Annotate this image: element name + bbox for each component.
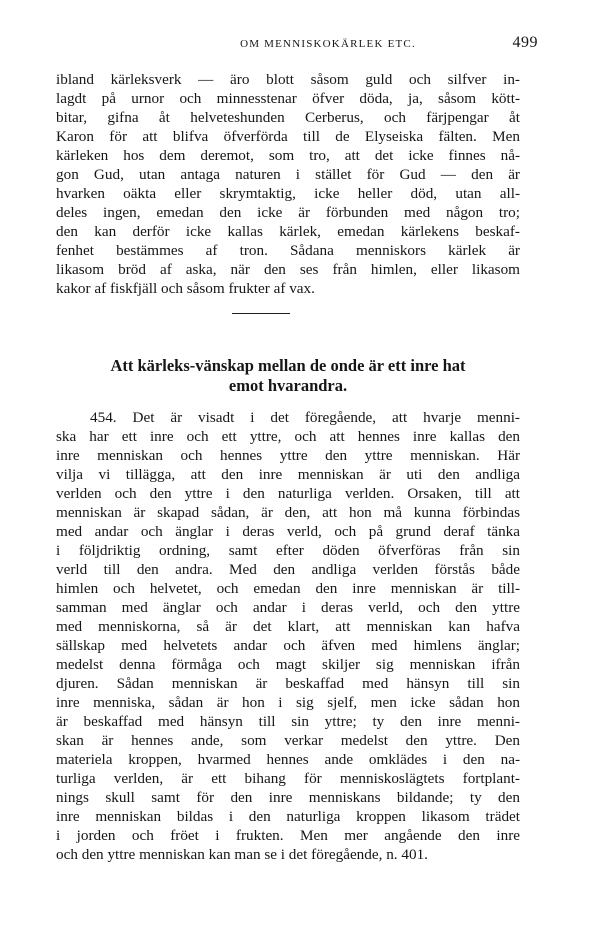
text-line: i följdriktig ordning, samt efter döden öfverföras från sin xyxy=(56,542,520,559)
running-header xyxy=(56,34,540,54)
text-line: med menniskorna, så är det klart, att menniskan kan hafva xyxy=(56,618,520,635)
text-line: deles ingen, emedan den icke är förbunden med någon tro; xyxy=(56,204,520,221)
text-line: i jorden och fröet i frukten. Men mer angående den inre xyxy=(56,827,520,844)
text-line: nings skull samt för den inre menniskans bildande; ty den xyxy=(56,789,520,806)
text-line: medelst denna förmåga och magt skiljer sig menniskan ifrån xyxy=(56,656,520,673)
text-line: kakor af fiskfjäll och såsom frukter af vax. xyxy=(56,280,315,297)
text-line: inre menniskan bildas i den naturliga kroppen likasom trädet xyxy=(56,808,520,825)
text-line: hvarken oäkta eller skrymtaktig, icke heller död, utan all- xyxy=(56,185,520,202)
text-line: med andar och änglar i deras verld, och på grund deraf tänka xyxy=(56,523,520,540)
text-line: Karon för att blifva öfverförda till de Elyseiska fälten. Men xyxy=(56,128,520,145)
text-line: gon Gud, utan antaga naturen i stället för Gud — den är xyxy=(56,166,520,183)
text-line: turliga verlden, är ett bihang för menniskoslägtets fortplant- xyxy=(56,770,520,787)
text-line: verld till den andra. Med den andliga verlden förstås både xyxy=(56,561,520,578)
section-heading-line: emot hvarandra. xyxy=(228,376,348,395)
text-line: bitar, gifna åt helveteshunden Cerberus, och färjpengar åt xyxy=(56,109,520,126)
section-divider xyxy=(232,313,290,314)
text-line: fenhet bestämmes af tron. Sådana menniskors kärlek är xyxy=(56,242,520,259)
text-line: ibland kärleksverk — äro blott såsom guld och silfver in- xyxy=(56,71,520,88)
text-line: ska har ett inre och ett yttre, och att hennes inre kallas den xyxy=(56,428,520,445)
text-line: lagdt på urnor och minnesstenar öfver döda, ja, såsom kött- xyxy=(56,90,520,107)
text-line: och den yttre menniskan kan man se i det föregående, n. 401. xyxy=(56,846,428,863)
running-title: OM MENNISKOKÄRLEK ETC. xyxy=(240,38,416,50)
section-heading-line: Att kärleks-vänskap mellan de onde är ett inre hat xyxy=(110,356,466,375)
text-line: inre menniska, sådan är hon i sig sjelf, men icke sådan hon xyxy=(56,694,520,711)
text-line: menniskan är skapad sådan, är den, att hon må kunna förbindas xyxy=(56,504,520,521)
text-line: skan är hennes ande, som verkar medelst den yttre. Den xyxy=(56,732,520,749)
text-line: djuren. Sådan menniskan är beskaffad med hänsyn till sin xyxy=(56,675,520,692)
text-line: sällskap med helvetets andar och äfven med himlens änglar; xyxy=(56,637,520,654)
paragraph-first-line: 454. Det är visadt i det föregående, att hvarje menni- xyxy=(90,409,520,426)
text-line: verlden och den yttre i den naturliga verlden. Orsaken, till att xyxy=(56,485,520,502)
text-line: inre menniskan och hennes yttre den yttre menniskan. Här xyxy=(56,447,520,464)
text-line: himlen och helvetet, och emedan den inre menniskan är till- xyxy=(56,580,520,597)
text-line: materiela kroppen, hvarmed hennes ande omklädes i den na- xyxy=(56,751,520,768)
text-line: kärleken hos dem deremot, som tro, att det icke finnes nå- xyxy=(56,147,520,164)
text-line: är beskaffad med hänsyn till sin yttre; ty den inre menni- xyxy=(56,713,520,730)
text-line: samman med änglar och andar i deras verld, och den yttre xyxy=(56,599,520,616)
text-line: likasom bröd af aska, när den ses från himlen, eller likasom xyxy=(56,261,520,278)
text-line: den kan derför icke kallas kärlek, emedan kärlekens beskaf- xyxy=(56,223,520,240)
text-line: vilja vi tillägga, att den inre menniskan är uti den andliga xyxy=(56,466,520,483)
page-number: 499 xyxy=(512,34,538,51)
